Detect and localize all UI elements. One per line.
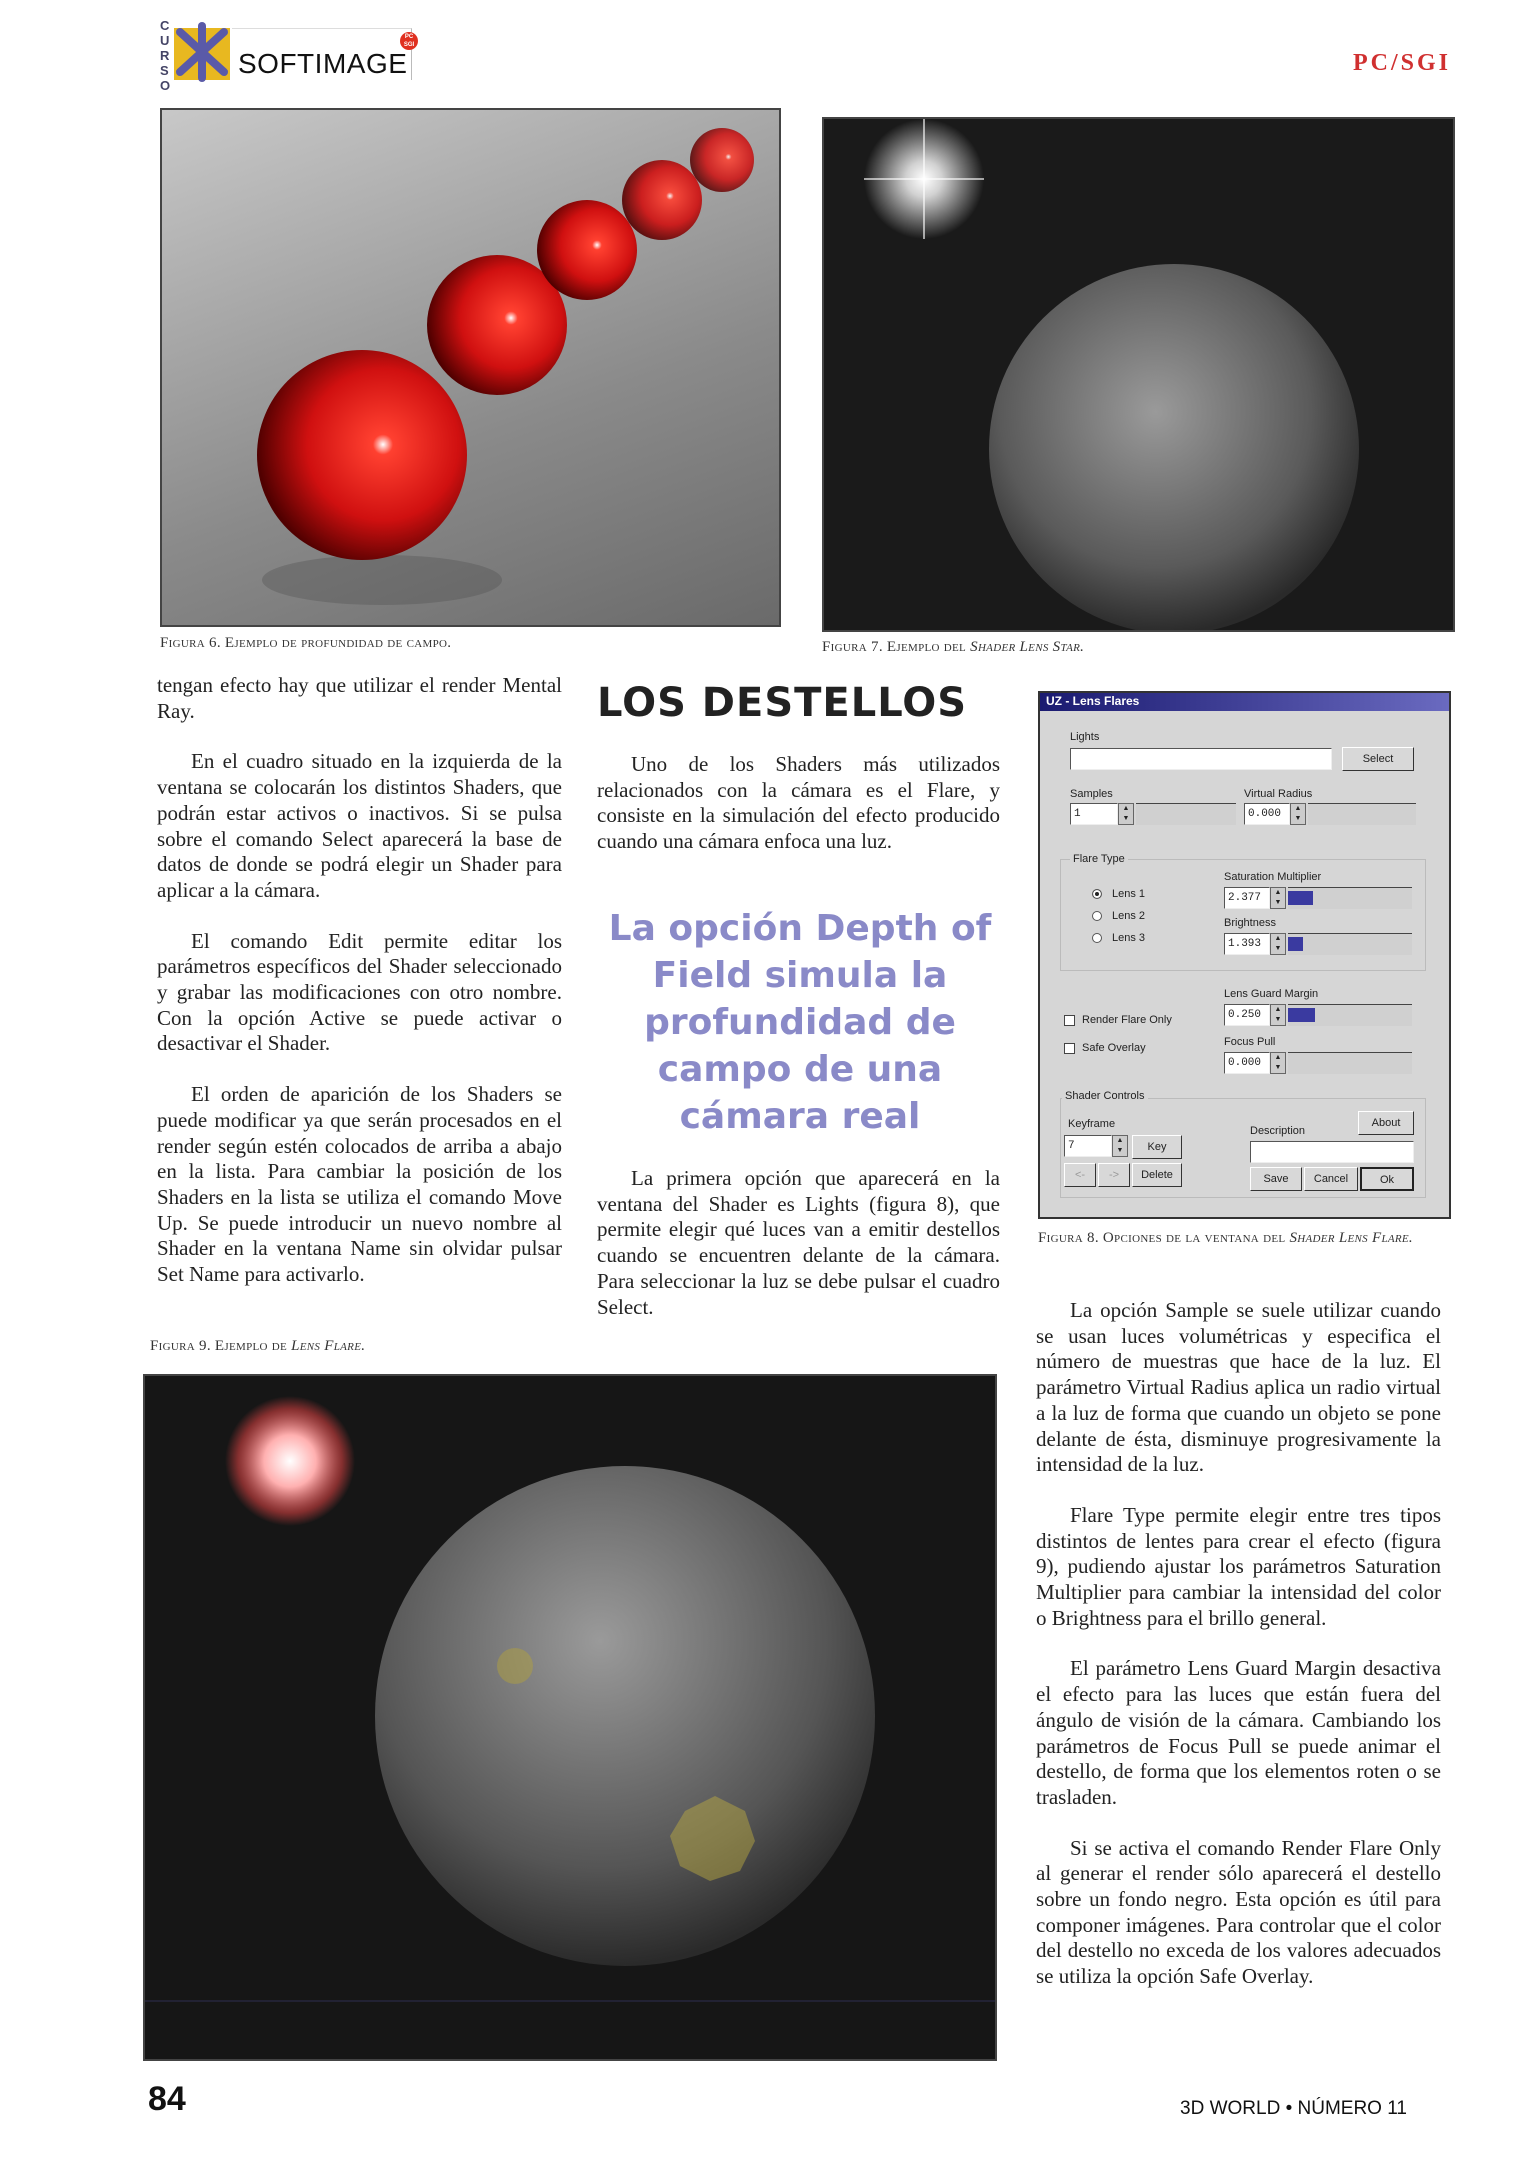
figure-8-caption: [1038, 1228, 1448, 1249]
focus-pull-label: Focus Pull: [1224, 1036, 1276, 1048]
saturation-spinner[interactable]: ▲ ▼: [1270, 887, 1286, 909]
left-column: [157, 673, 562, 1313]
figure-7-caption: [822, 637, 1084, 658]
virtual-radius-slider[interactable]: [1308, 803, 1416, 825]
paragraph: La primera opción que aparecerá en la ventana del Shader es Lights (figura 8), que permite elegir qué luces van a emitir destellos cuando se encuentren delante de la cámara. Para seleccionar la luz se debe pulsar el cuadro Select.: [597, 1166, 1000, 1319]
paragraph: El orden de aparición de los Shaders se puede modificar ya que serán procesados en el render según estén colocados de arriba a abajo en la lista. Para cambiar la posición de los Shaders en la lista se utiliza el comando Move Up. Se puede introducir un nuevo nombre al Shader en la ventana Name sin olvidar pulsar Set Name para activarlo.: [157, 1082, 562, 1287]
middle-body: [597, 1166, 1000, 1345]
saturation-slider[interactable]: [1288, 887, 1412, 909]
focus-pull-input[interactable]: 0.000: [1224, 1052, 1270, 1074]
pull-quote: La opción Depth of Field simula la profundidad de campo de una cámara real: [608, 908, 992, 1137]
saturation-label: Saturation Multiplier: [1224, 871, 1322, 883]
caption-emphasis: Shader Lens Star.: [970, 639, 1085, 655]
brightness-label: Brightness: [1224, 917, 1276, 929]
about-button[interactable]: About: [1358, 1111, 1414, 1135]
middle-intro: [597, 752, 1000, 880]
description-field[interactable]: [1250, 1141, 1414, 1163]
samples-slider[interactable]: [1136, 803, 1236, 825]
section-label: PC/SGI: [1352, 50, 1451, 76]
brightness-input[interactable]: 1.393: [1224, 933, 1270, 955]
safe-overlay-label: Safe Overlay: [1082, 1042, 1146, 1054]
description-label: Description: [1250, 1125, 1306, 1137]
prev-key-button[interactable]: <-: [1064, 1163, 1096, 1187]
focus-pull-spinner[interactable]: ▲ ▼: [1270, 1052, 1286, 1074]
right-column: [1036, 1298, 1441, 2015]
logo-badge: PC SGI: [400, 32, 418, 50]
virtual-radius-input[interactable]: 0.000: [1244, 803, 1290, 825]
magazine-issue: 3D WORLD • NÚMERO 11: [1180, 2098, 1407, 2119]
logo-star-icon: [170, 22, 234, 82]
saturation-input[interactable]: 2.377: [1224, 887, 1270, 909]
flare-type-label: Flare Type: [1070, 853, 1128, 865]
lens-guard-spinner[interactable]: ▲ ▼: [1270, 1004, 1286, 1026]
next-key-button[interactable]: ->: [1098, 1163, 1130, 1187]
lights-label: Lights: [1070, 731, 1100, 743]
figure-7-image: [822, 117, 1455, 632]
lens-2-label: Lens 2: [1112, 910, 1146, 922]
lens-1-radio[interactable]: [1092, 889, 1102, 899]
lens-guard-label: Lens Guard Margin: [1224, 988, 1319, 1000]
caption-text: Figura 7. Ejemplo del: [822, 639, 971, 655]
ok-button[interactable]: Ok: [1360, 1167, 1414, 1191]
paragraph: La opción Sample se suele utilizar cuando se usan luces volumétricas y especifica el número de muestras que hace de la luz. El parámetro Virtual Radius aplica un radio virtual a la luz de forma que cuando un objeto se pone delante de ésta, disminuye progresivamente la intensidad de la luz.: [1036, 1298, 1441, 1477]
lens-flares-dialog: [1038, 691, 1451, 1219]
safe-overlay-checkbox[interactable]: [1064, 1043, 1075, 1054]
caption-emphasis: Lens Flare.: [291, 1338, 366, 1354]
figure-9-image: [143, 1374, 997, 2061]
brightness-spinner[interactable]: ▲ ▼: [1270, 933, 1286, 955]
dialog-title: UZ - Lens Flares: [1040, 693, 1449, 711]
samples-input[interactable]: 1: [1070, 803, 1118, 825]
lens-3-label: Lens 3: [1112, 932, 1146, 944]
keyframe-label: Keyframe: [1068, 1118, 1116, 1130]
caption-emphasis: Shader Lens Flare.: [1289, 1230, 1413, 1246]
lens-guard-slider[interactable]: [1288, 1004, 1412, 1026]
paragraph: El comando Edit permite editar los parámetros específicos del Shader seleccionado y grabar las modificaciones con otro nombre. Con la opción Active se puede activar o desactivar el Shader.: [157, 928, 562, 1056]
caption-text: Figura 9. Ejemplo de: [150, 1338, 292, 1354]
figure-6-image: [160, 108, 781, 627]
brightness-slider[interactable]: [1288, 933, 1412, 955]
key-button[interactable]: Key: [1132, 1135, 1182, 1159]
samples-spinner[interactable]: ▲ ▼: [1118, 803, 1134, 825]
paragraph: tengan efecto hay que utilizar el render Mental Ray.: [157, 673, 562, 723]
keyframe-input[interactable]: 7: [1064, 1135, 1112, 1157]
lights-list[interactable]: [1070, 748, 1332, 770]
lens-2-radio[interactable]: [1092, 911, 1102, 921]
render-flare-only-checkbox[interactable]: [1064, 1015, 1075, 1026]
paragraph: Si se activa el comando Render Flare Only al generar el render sólo aparecerá el destello sobre un fondo negro. Esta opción es útil para componer imágenes. Para controlar que el color del destello no exceda de los valores adecuados se utiliza la opción Safe Overlay.: [1036, 1835, 1441, 1989]
softimage-logo: [160, 14, 415, 93]
delete-button[interactable]: Delete: [1132, 1163, 1182, 1187]
section-heading: LOS DESTELLOS: [597, 680, 968, 726]
shader-controls-label: Shader Controls: [1062, 1090, 1148, 1102]
cancel-button[interactable]: Cancel: [1304, 1167, 1358, 1191]
keyframe-spinner[interactable]: ▲ ▼: [1112, 1135, 1128, 1157]
lens-guard-input[interactable]: 0.250: [1224, 1004, 1270, 1026]
paragraph: Uno de los Shaders más utilizados relacionados con la cámara es el Flare, y consiste en la simulación del efecto producido cuando una cámara enfoca una luz.: [597, 752, 1000, 854]
select-button[interactable]: Select: [1342, 747, 1414, 771]
samples-label: Samples: [1070, 788, 1113, 800]
logo-curso: CURSO: [160, 18, 171, 93]
lens-1-label: Lens 1: [1112, 888, 1146, 900]
virtual-radius-label: Virtual Radius: [1244, 788, 1313, 800]
virtual-radius-spinner[interactable]: ▲ ▼: [1290, 803, 1306, 825]
lens-3-radio[interactable]: [1092, 933, 1102, 943]
save-button[interactable]: Save: [1250, 1167, 1302, 1191]
focus-pull-slider[interactable]: [1288, 1052, 1412, 1074]
caption-text: Figura 8. Opciones de la ventana del: [1038, 1230, 1290, 1246]
paragraph: En el cuadro situado en la izquierda de la ventana se colocarán los distintos Shaders, que podrán estar activos o inactivos. Si se pulsa sobre el comando Select aparecerá la base de datos de donde se podrá elegir un Shader para aplicar a la cámara.: [157, 749, 562, 902]
paragraph: Flare Type permite elegir entre tres tipos distintos de lentes para crear el efecto (figura 9), pudiendo ajustar los parámetros Saturation Multiplier para cambiar la intensidad del color o Brightness para el brillo general.: [1036, 1502, 1441, 1630]
page-number: 84: [148, 2080, 186, 2118]
render-flare-only-label: Render Flare Only: [1082, 1014, 1172, 1026]
figure-9-caption: [150, 1336, 365, 1357]
paragraph: El parámetro Lens Guard Margin desactiva el efecto para las luces que están fuera del ángulo de visión de la cámara. Cambiando los parámetros de Focus Pull se puede animar el destello, de forma que los elementos roten o se trasladen.: [1036, 1656, 1441, 1809]
figure-6-caption: Figura 6. Ejemplo de profundidad de campo.: [160, 635, 452, 651]
logo-name: SOFTIMAGE: [238, 48, 408, 79]
